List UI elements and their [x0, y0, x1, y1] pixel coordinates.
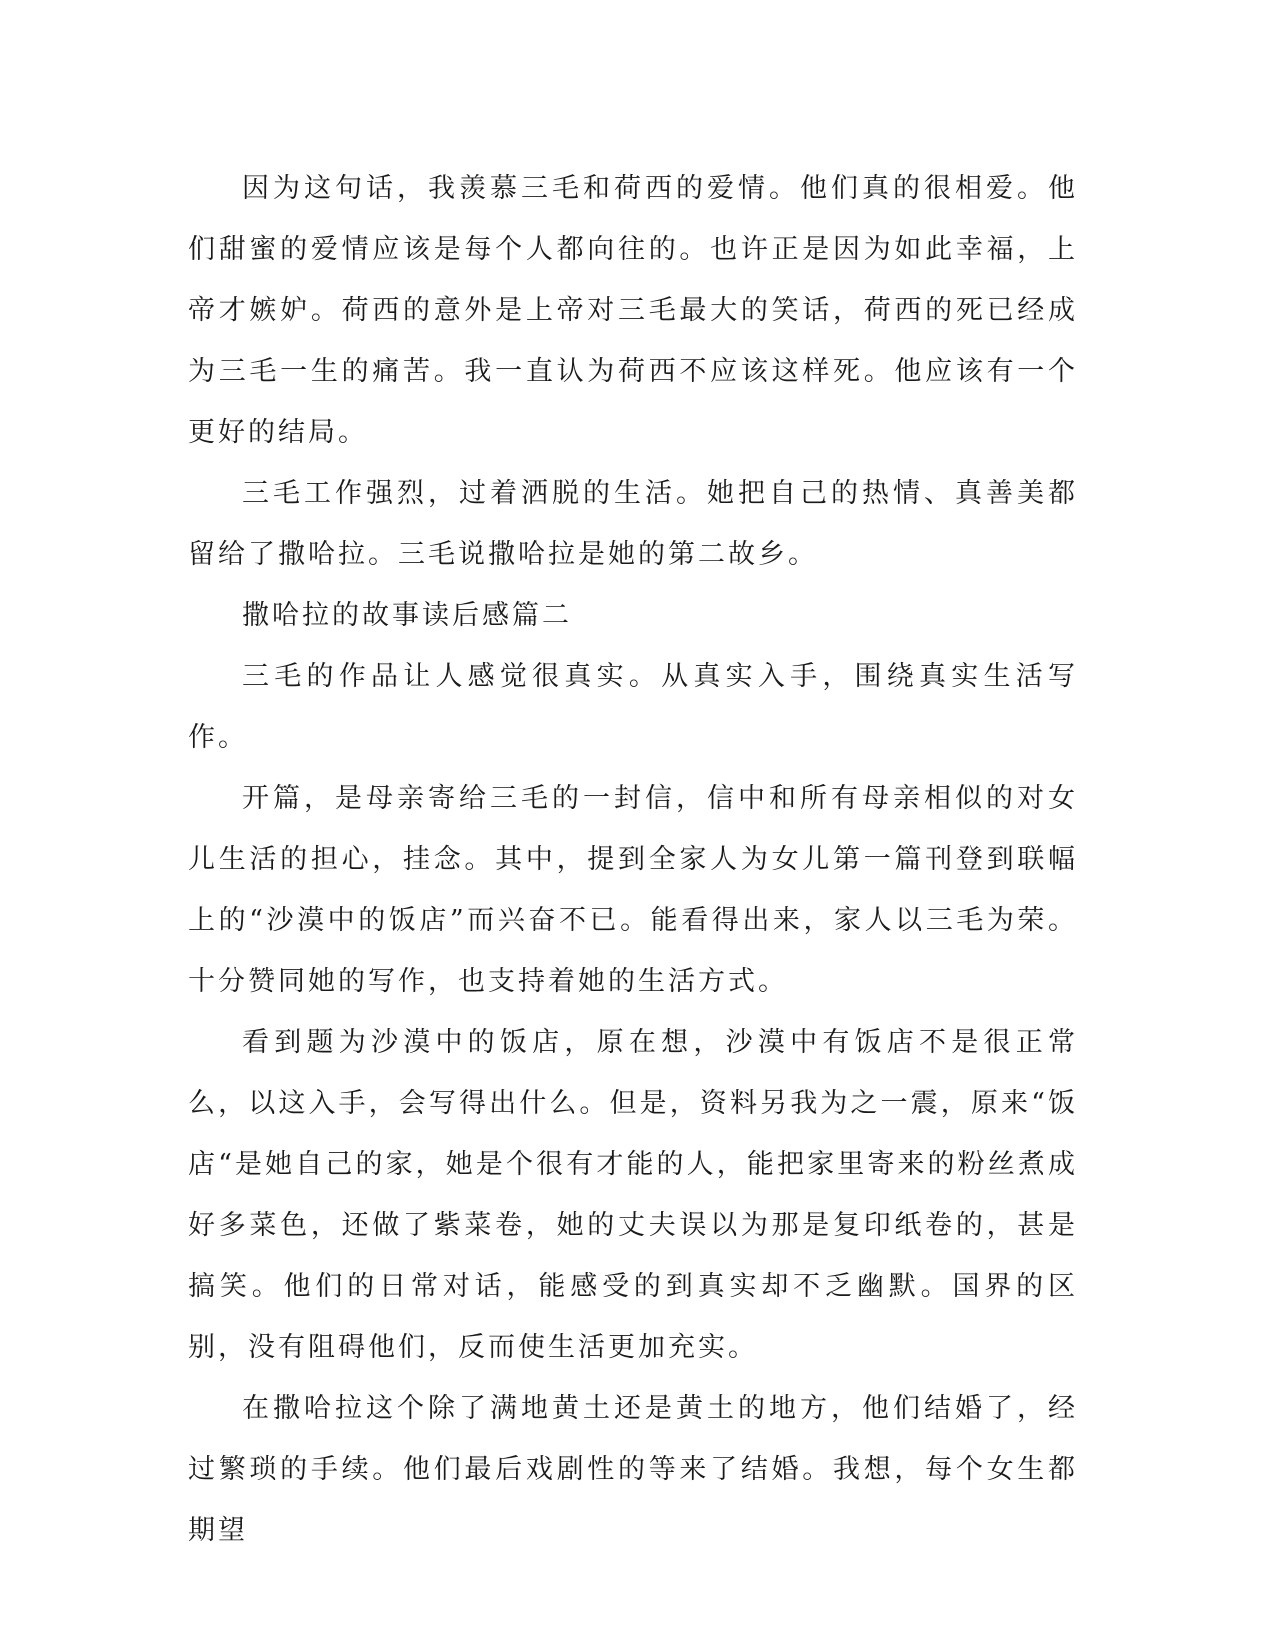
paragraph-realism: 三毛的作品让人感觉很真实。从真实入手，围绕真实生活写作。 [188, 661, 1078, 753]
paragraph-wedding: 在撒哈拉这个除了满地黄土还是黄土的地方，他们结婚了，经过繁琐的手续。他们最后戏剧性的等来了结婚。我想，每个女生都期望 [188, 1393, 1078, 1546]
paragraph-envy-love: 因为这句话，我羡慕三毛和荷西的爱情。他们真的很相爱。他们甜蜜的爱情应该是每个人都向往的。也许正是因为如此幸福，上帝才嫉妒。荷西的意外是上帝对三毛最大的笑话，荷西的死已经成为三毛一生的痛苦。我一直认为荷西不应该这样死。他应该有一个更好的结局。 [188, 173, 1078, 448]
paragraph-second-hometown: 三毛工作强烈，过着洒脱的生活。她把自己的热情、真善美都留给了撒哈拉。三毛说撒哈拉是她的第二故乡。 [188, 478, 1078, 570]
paragraph-desert-restaurant: 看到题为沙漠中的饭店，原在想，沙漠中有饭店不是很正常么，以这入手，会写得出什么。但是，资料另我为之一震，原来“饭店“是她自己的家，她是个很有才能的人，能把家里寄来的粉丝煮成好多菜色，还做了紫菜卷，她的丈夫误以为那是复印纸卷的，甚是搞笑。他们的日常对话，能感受的到真实却不乏幽默。国界的区别，没有阻碍他们，反而使生活更加充实。 [188, 1027, 1078, 1363]
paragraph-mother-letter: 开篇，是母亲寄给三毛的一封信，信中和所有母亲相似的对女儿生活的担心，挂念。其中，提到全家人为女儿第一篇刊登到联幅上的“沙漠中的饭店”而兴奋不已。能看得出来，家人以三毛为荣。十分赞同她的写作，也支持着她的生活方式。 [188, 783, 1078, 997]
section-heading: 撒哈拉的故事读后感篇二 [242, 600, 572, 631]
document-body [188, 158, 1078, 1561]
